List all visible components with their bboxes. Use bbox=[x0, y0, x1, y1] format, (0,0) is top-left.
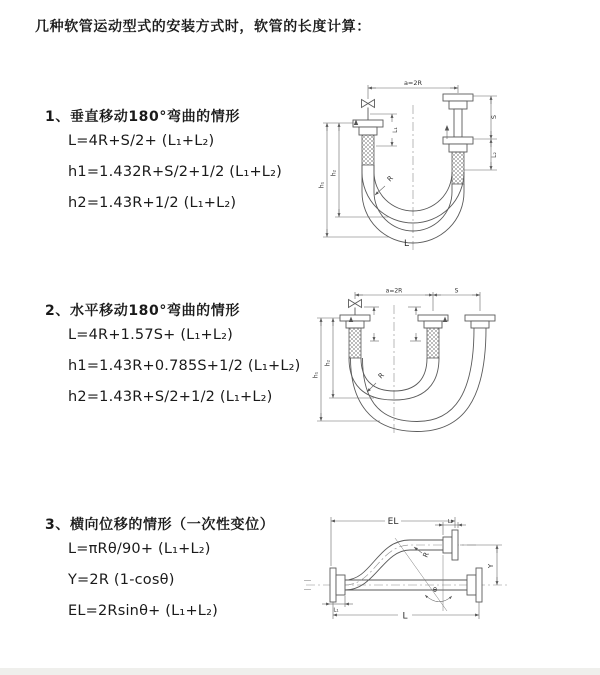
left-fitting bbox=[340, 315, 370, 358]
svg-text:θ: θ bbox=[433, 586, 437, 594]
valve-icon bbox=[349, 300, 362, 316]
svg-text:S: S bbox=[454, 287, 459, 295]
svg-text:S: S bbox=[490, 114, 498, 120]
radius-construction-line bbox=[395, 538, 447, 611]
section-3-formulas bbox=[68, 539, 218, 632]
svg-text:R: R bbox=[421, 551, 431, 559]
formula-line: L=4R+S/2+ (L₁+L₂) bbox=[68, 133, 215, 149]
scan-edge bbox=[0, 668, 600, 675]
svg-text:R: R bbox=[385, 174, 395, 184]
svg-text:a=2R: a=2R bbox=[403, 79, 423, 87]
fitting-length-dims bbox=[364, 307, 421, 341]
formula-line: h2=1.43R+S/2+1/2 (L₁+L₂) bbox=[68, 389, 273, 405]
formula-line: EL=2Rsinθ+ (L₁+L₂) bbox=[68, 603, 218, 619]
braided-hose bbox=[362, 135, 374, 165]
left-flange bbox=[330, 568, 345, 602]
section-1-formulas bbox=[68, 131, 282, 224]
diagram-vertical-180-bend bbox=[318, 75, 513, 255]
section-2-heading: 2、水平移动180°弯曲的情形 bbox=[45, 303, 240, 319]
dimension-h1 bbox=[319, 123, 390, 237]
middle-fitting bbox=[418, 315, 448, 358]
braided-hose bbox=[452, 152, 464, 184]
diagram-horizontal-180-bend bbox=[312, 283, 537, 443]
hose-moved-position bbox=[351, 328, 487, 432]
radius-label bbox=[414, 547, 431, 559]
svg-text:a=2R: a=2R bbox=[385, 287, 403, 295]
formula-line: L=4R+1.57S+ (L₁+L₂) bbox=[68, 327, 233, 343]
section-1-heading: 1、垂直移动180°弯曲的情形 bbox=[45, 109, 240, 125]
dimension-s bbox=[433, 288, 480, 312]
section-2-formulas bbox=[68, 325, 301, 418]
right-flange bbox=[467, 568, 482, 602]
radius-label bbox=[367, 371, 386, 392]
svg-text:L₁: L₁ bbox=[333, 607, 339, 614]
svg-text:EL: EL bbox=[387, 517, 399, 527]
dimension-h1 bbox=[313, 318, 381, 421]
right-fitting bbox=[465, 315, 495, 328]
svg-text:h₂: h₂ bbox=[330, 169, 338, 177]
dimension-l1 bbox=[322, 596, 353, 614]
right-fitting-upper bbox=[443, 94, 473, 137]
valve-icon bbox=[362, 100, 375, 121]
up-arrow-icon bbox=[445, 125, 449, 131]
svg-text:h₁: h₁ bbox=[312, 371, 320, 379]
dimension-h2 bbox=[331, 123, 390, 217]
svg-text:L₂: L₂ bbox=[491, 152, 498, 158]
left-fitting bbox=[353, 120, 383, 166]
diagram-lateral-displacement bbox=[300, 498, 515, 633]
page-title: 几种软管运动型式的安装方式时，软管的长度计算： bbox=[35, 19, 371, 35]
length-label: L bbox=[404, 239, 410, 249]
dimension-l2 bbox=[435, 519, 466, 535]
svg-text:Y: Y bbox=[487, 563, 495, 569]
dimension-l bbox=[333, 602, 479, 622]
svg-text:L₁: L₁ bbox=[392, 127, 399, 133]
svg-text:h₂: h₂ bbox=[324, 359, 332, 367]
svg-text:L: L bbox=[402, 611, 408, 622]
radius-label bbox=[375, 174, 395, 195]
section-3-heading: 3、横向位移的情形（一次性变位） bbox=[45, 517, 275, 533]
svg-text:L₂: L₂ bbox=[447, 519, 454, 525]
braided-hose bbox=[349, 328, 361, 358]
formula-line: h1=1.432R+S/2+1/2 (L₁+L₂) bbox=[68, 164, 282, 180]
dimension-el bbox=[331, 517, 455, 566]
braided-hose bbox=[427, 328, 439, 358]
formula-line: h1=1.43R+0.785S+1/2 (L₁+L₂) bbox=[68, 358, 301, 374]
formula-line: Y=2R (1-cosθ) bbox=[68, 572, 175, 588]
upper-flange bbox=[443, 530, 458, 560]
dimension-s bbox=[473, 96, 498, 139]
svg-text:h₁: h₁ bbox=[318, 181, 326, 189]
formula-line: L=πRθ/90+ (L₁+L₂) bbox=[68, 541, 211, 557]
formula-line: h2=1.43R+1/2 (L₁+L₂) bbox=[68, 195, 237, 211]
svg-text:R: R bbox=[376, 371, 386, 381]
